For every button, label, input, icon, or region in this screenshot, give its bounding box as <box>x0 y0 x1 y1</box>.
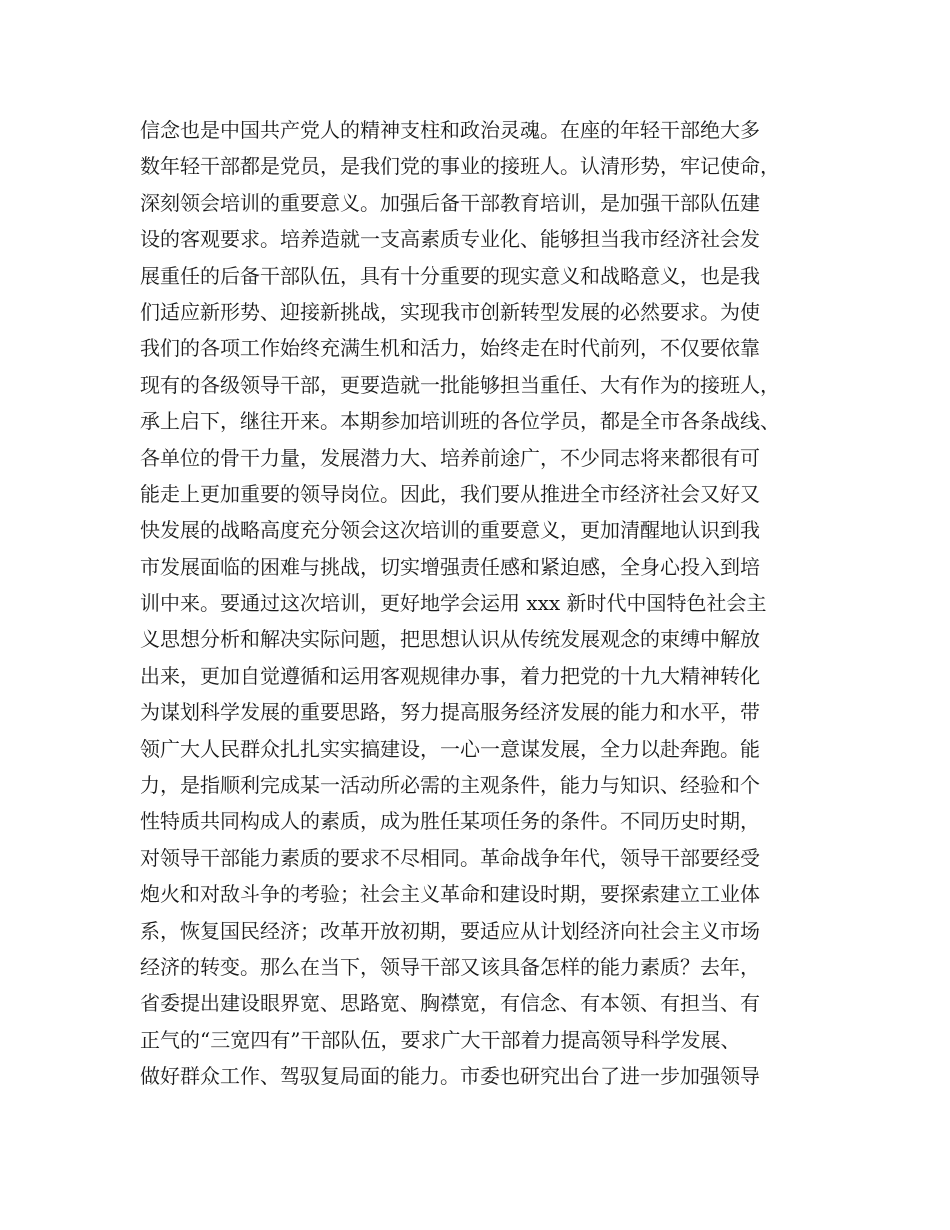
text-line: 经济的转变。那么在当下，领导干部又该具备怎样的能力素质？去年， <box>140 954 760 979</box>
text-line: 快发展的战略高度充分领会这次培训的重要意义，更加清醒地认识到我 <box>140 518 760 543</box>
text-line: 义思想分析和解决实际问题，把思想认识从传统发展观念的束缚中解放 <box>140 627 760 652</box>
text-line: 做好群众工作、驾驭复局面的能力。市委也研究出台了进一步加强领导 <box>140 1064 760 1089</box>
text-line: 出来，更加自觉遵循和运用客观规律办事，着力把党的十九大精神转化 <box>140 663 760 688</box>
text-line: 市发展面临的困难与挑战，切实增强责任感和紧迫感，全身心投入到培 <box>140 554 760 579</box>
text-line: 力，是指顺利完成某一活动所必需的主观条件，能力与知识、经验和个 <box>140 773 760 798</box>
text-line: 训中来。要通过这次培训，更好地学会运用 xxx 新时代中国特色社会主 <box>140 591 767 616</box>
text-line: 正气的“三宽四有”干部队伍，要求广大干部着力提高领导科学发展、 <box>140 1027 741 1052</box>
text-line: 设的客观要求。培养造就一支高素质专业化、能够担当我市经济社会发 <box>140 227 760 252</box>
text-line: 炮火和对敌斗争的考验；社会主义革命和建设时期，要探索建立工业体 <box>140 882 760 907</box>
text-line: 展重任的后备干部队伍，具有十分重要的现实意义和战略意义，也是我 <box>140 263 760 288</box>
text-line: 系，恢复国民经济；改革开放初期，要适应从计划经济向社会主义市场 <box>140 918 760 943</box>
text-line: 为谋划科学发展的重要思路，努力提高服务经济发展的能力和水平，带 <box>140 700 760 725</box>
text-line: 各单位的骨干力量，发展潜力大、培养前途广，不少同志将来都很有可 <box>140 445 760 470</box>
body-text <box>140 112 830 1095</box>
text-line: 承上启下，继往开来。本期参加培训班的各位学员，都是全市各条战线、 <box>140 409 780 434</box>
text-line: 性特质共同构成人的素质，成为胜任某项任务的条件。不同历史时期， <box>140 809 760 834</box>
text-line: 们适应新形势、迎接新挑战，实现我市创新转型发展的必然要求。为使 <box>140 299 760 324</box>
text-line: 我们的各项工作始终充满生机和活力，始终走在时代前列，不仅要依靠 <box>140 336 760 361</box>
text-line: 对领导干部能力素质的要求不尽相同。革命战争年代，领导干部要经受 <box>140 845 760 870</box>
text-line: 信念也是中国共产党人的精神支柱和政治灵魂。在座的年轻干部绝大多 <box>140 118 760 142</box>
text-line: 能走上更加重要的领导岗位。因此，我们要从推进全市经济社会又好又 <box>140 481 760 506</box>
text-line: 领广大人民群众扎扎实实搞建设，一心一意谋发展，全力以赴奔跑。能 <box>140 736 760 761</box>
text-line: 省委提出建设眼界宽、思路宽、胸襟宽，有信念、有本领、有担当、有 <box>140 991 760 1016</box>
text-line: 现有的各级领导干部，更要造就一批能够担当重任、大有作为的接班人， <box>140 372 780 397</box>
text-line: 深刻领会培训的重要意义。加强后备干部教育培训，是加强干部队伍建 <box>140 190 760 215</box>
text-line: 数年轻干部都是党员，是我们党的事业的接班人。认清形势，牢记使命， <box>140 154 780 179</box>
